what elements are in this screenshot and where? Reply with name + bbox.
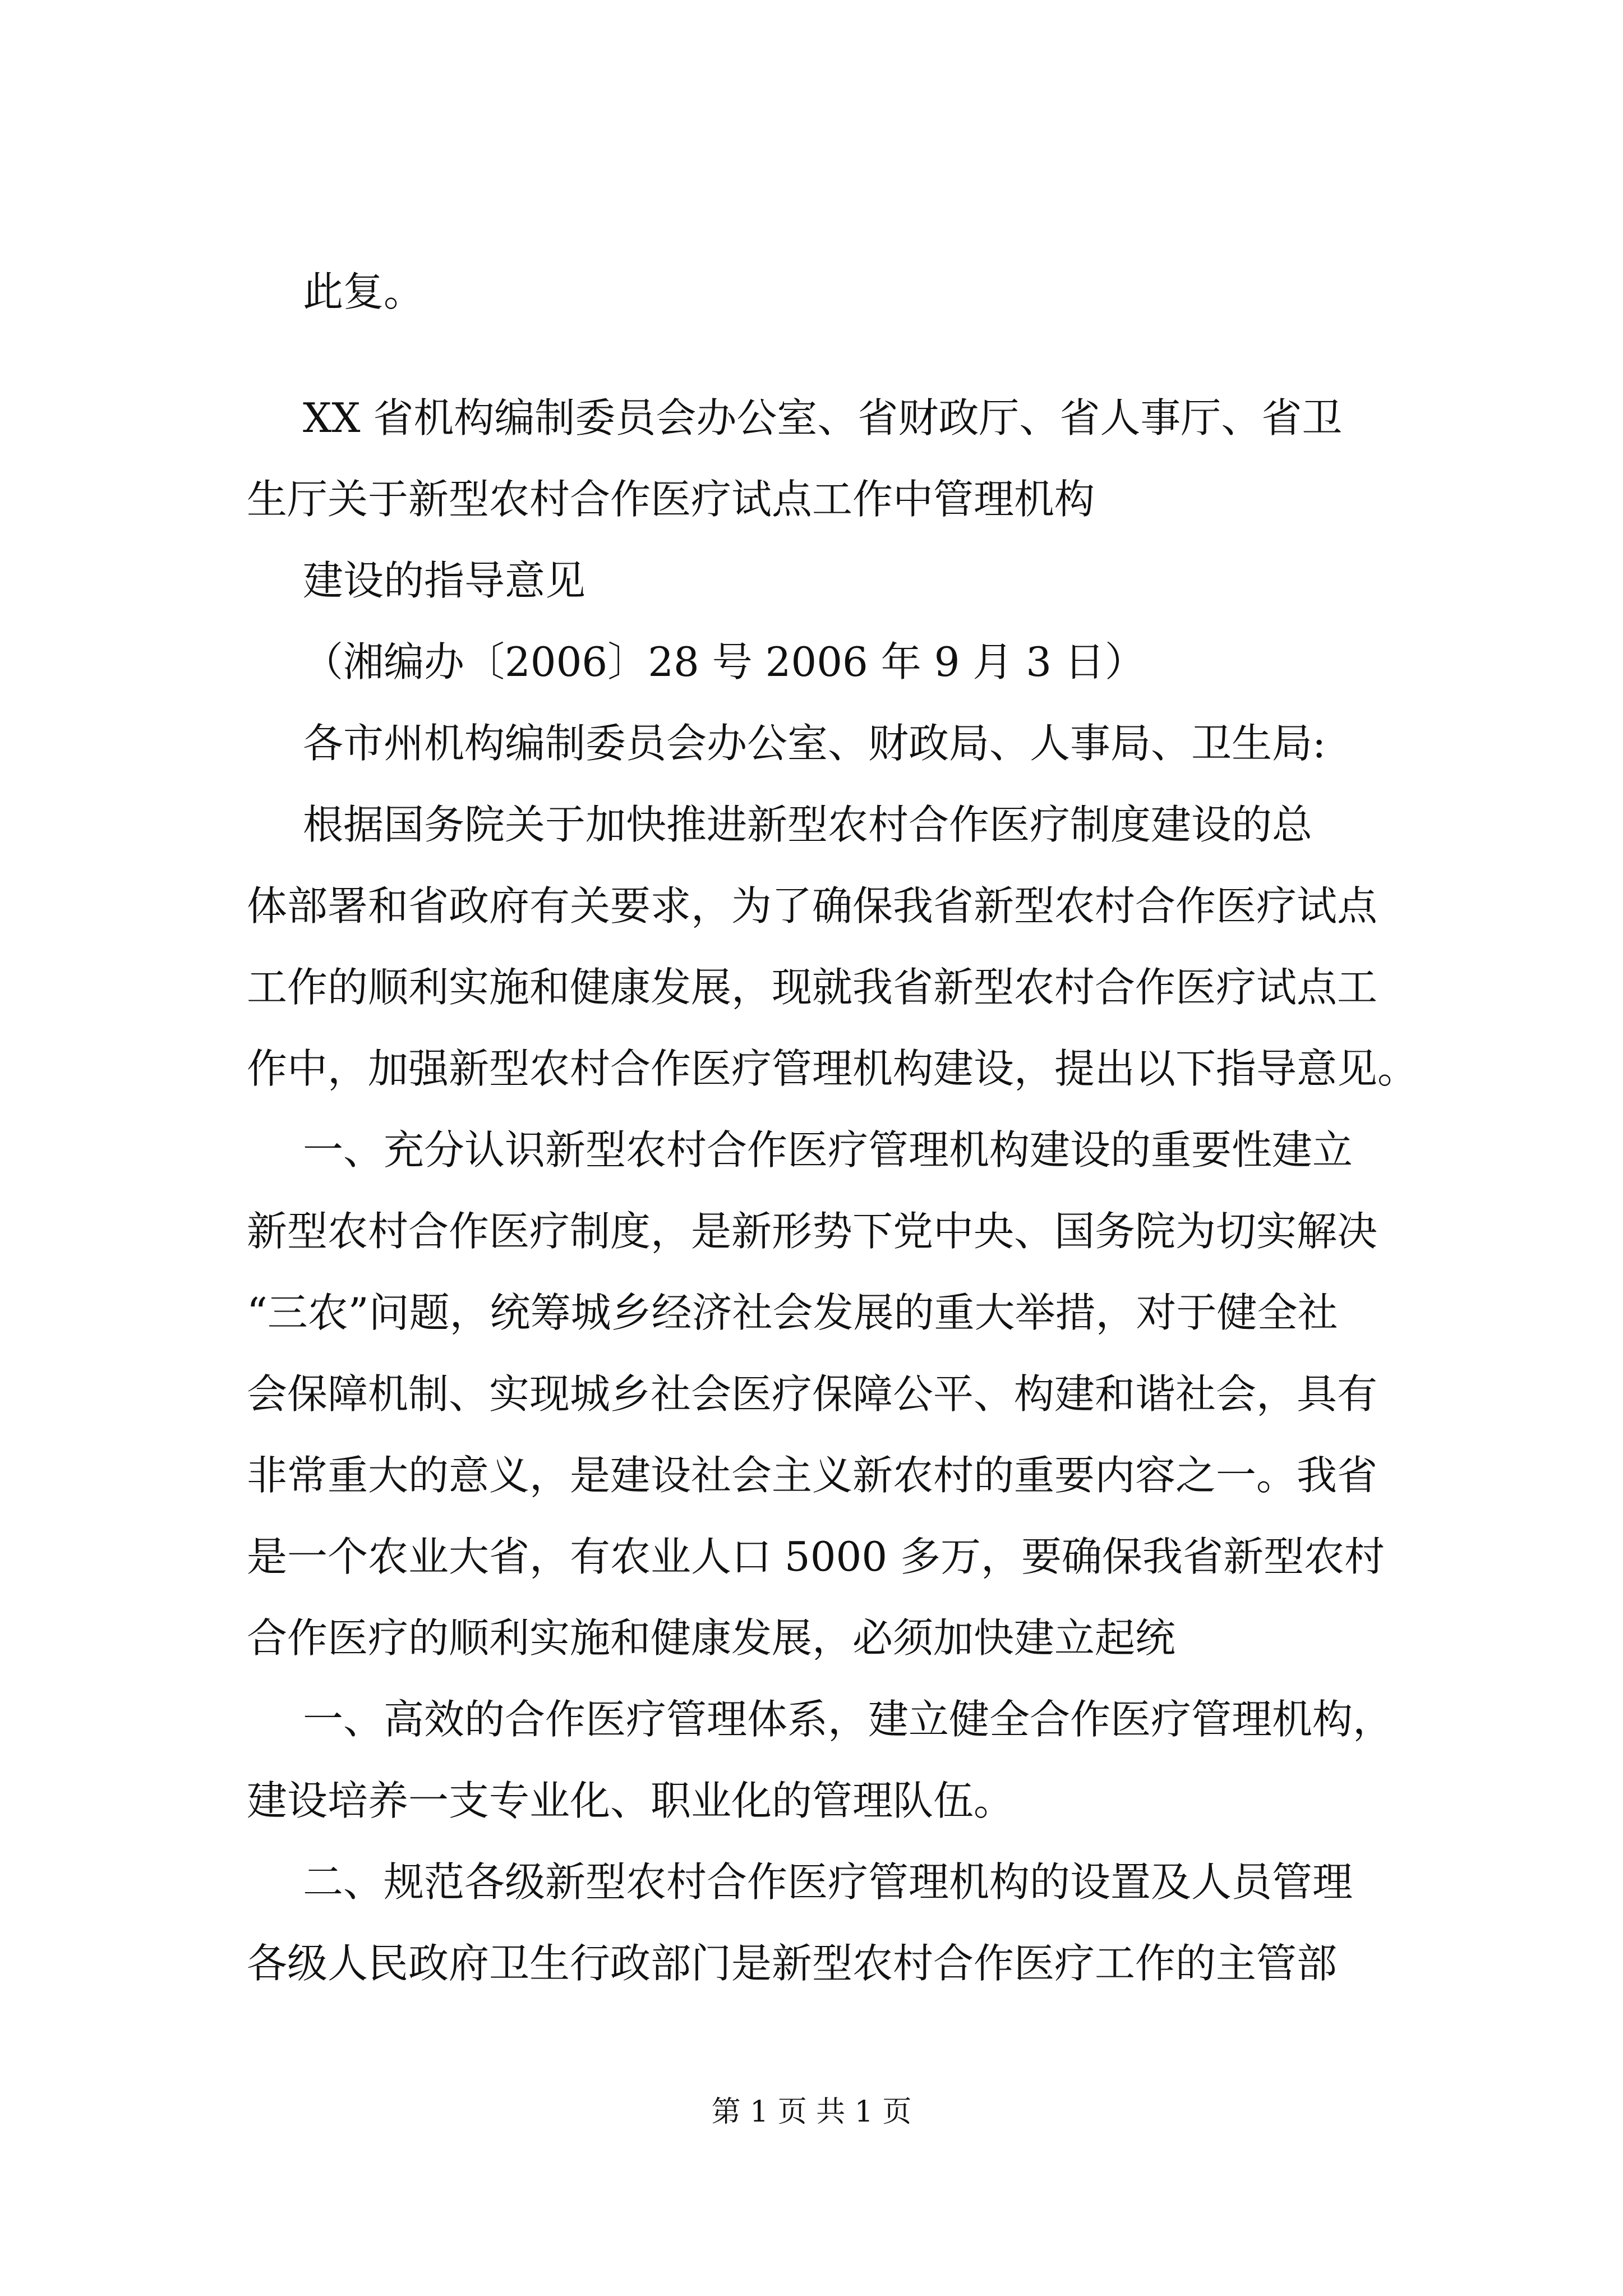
paragraph-line: 此复。	[303, 268, 425, 315]
paragraph-line: 工作的顺利实施和健康发展，现就我省新型农村合作医疗试点工	[247, 964, 1378, 1011]
paragraph-line: “三农”问题，统筹城乡经济社会发展的重大举措，对于健全社	[247, 1289, 1338, 1336]
paragraph-line: 体部署和省政府有关要求，为了确保我省新型农村合作医疗试点	[247, 882, 1378, 930]
paragraph-line: 是一个农业大省，有农业人口 5000 多万，要确保我省新型农村	[247, 1533, 1385, 1580]
paragraph-line: 合作医疗的顺利实施和健康发展，必须加快建立起统	[247, 1614, 1176, 1662]
paragraph-line: 新型农村合作医疗制度，是新形势下党中央、国务院为切实解决	[247, 1208, 1378, 1255]
paragraph-line: 非常重大的意义，是建设社会主义新农村的重要内容之一。我省	[247, 1452, 1378, 1499]
paragraph-line: 二、规范各级新型农村合作医疗管理机构的设置及人员管理	[303, 1858, 1353, 1906]
paragraph-line: 各市州机构编制委员会办公室、财政局、人事局、卫生局:	[303, 720, 1326, 767]
paragraph-line: 建设培养一支专业化、职业化的管理队伍。	[247, 1777, 1015, 1824]
page-number-footer: 第 1 页 共 1 页	[711, 2095, 912, 2129]
paragraph-line: 根据国务院关于加快推进新型农村合作医疗制度建设的总	[303, 801, 1313, 848]
paragraph-line: 各级人民政府卫生行政部门是新型农村合作医疗工作的主管部	[247, 1940, 1338, 1987]
paragraph-line: （湘编办〔2006〕28 号 2006 年 9 月 3 日）	[303, 638, 1145, 685]
paragraph-line: 会保障机制、实现城乡社会医疗保障公平、构建和谐社会，具有	[247, 1370, 1378, 1418]
paragraph-line: 建设的指导意见	[303, 557, 586, 604]
paragraph-line: XX 省机构编制委员会办公室、省财政厅、省人事厅、省卫	[303, 394, 1343, 441]
paragraph-line: 一、高效的合作医疗管理体系，建立健全合作医疗管理机构，	[303, 1696, 1394, 1743]
paragraph-line: 作中，加强新型农村合作医疗管理机构建设，提出以下指导意见。	[247, 1045, 1418, 1092]
paragraph-line: 一、充分认识新型农村合作医疗管理机构建设的重要性建立	[303, 1126, 1353, 1174]
paragraph-line: 生厅关于新型农村合作医疗试点工作中管理机构	[247, 476, 1095, 523]
